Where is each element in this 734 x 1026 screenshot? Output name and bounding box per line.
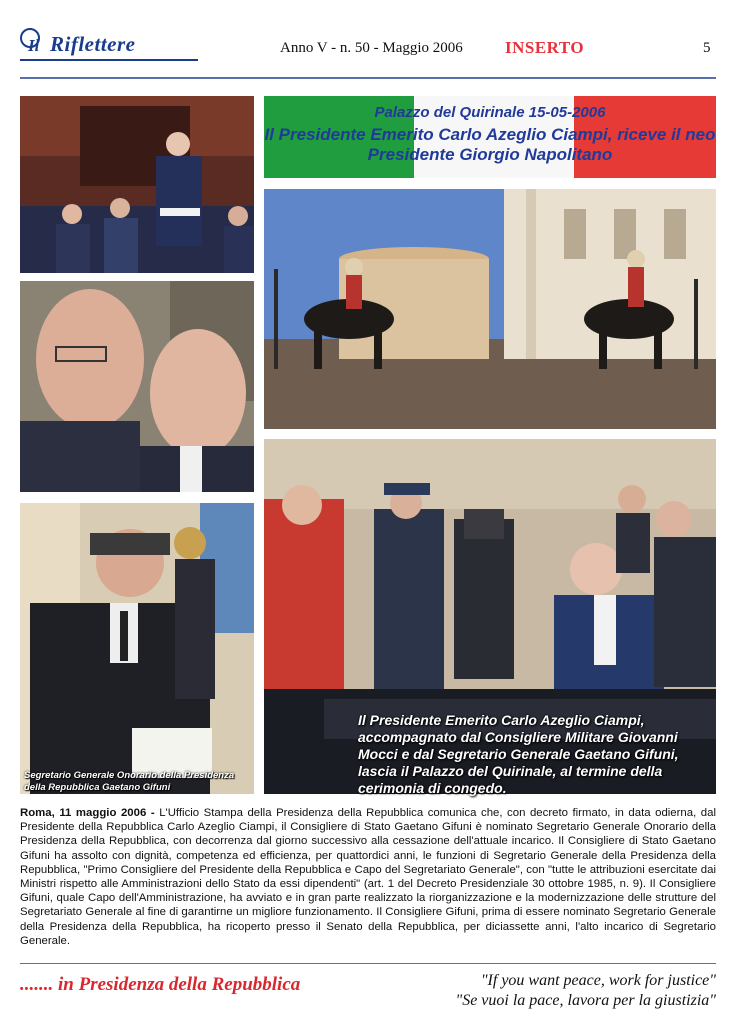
photo-quirinale-cuirassiers [264,189,716,429]
photo-ceremony-hall [20,96,254,273]
page-number: 5 [703,40,711,56]
footer-quote-english: "If you want peace, work for justice" [480,972,716,989]
issue-info: Anno V - n. 50 - Maggio 2006 [280,40,463,56]
section-label: INSERTO [505,38,585,57]
banner-headline: Il Presidente Emerito Carlo Azeglio Ciampi, riceve il neo Presidente Giorgio Napolitano [264,125,716,164]
header-divider [20,77,716,79]
logo-article: Il [28,36,40,55]
article-body [20,806,716,948]
banner-heading [264,104,716,165]
caption-gifuni: Segretario Generale Onorario della Presidenza della Repubblica Gaetano Gifuni [24,770,235,793]
masthead-logo [20,26,200,62]
caption-departure: Il Presidente Emerito Carlo Azeglio Ciampi, accompagnato dal Consigliere Militare Giovanni Mocci e dal Segretario Generale Gaetano Gifuni, lascia il Palazzo del Quirinale, al termine della cerimonia di congedo. [358,712,679,796]
article-text: L'Ufficio Stampa della Presidenza della Repubblica comunica che, con decreto firmato, in data odierna, dal Presidente della Repubblica Carlo Azeglio Ciampi, il Consigliere di Stato Gaetano Gifuni è nominato Segretario Generale Onorario della Presidenza della Repubblica, con decorrenza dal giorno successivo alla cessazione dell'attuale incarico. Il Consigliere di Stato Gaetano Gifuni ha assolto con dignità, competenza ed efficienza, per quattordici anni, le funzioni di Segretario Generale della Presidenza della Repubblica, "Primo Consigliere del Presidente della Repubblica e Capo del Segretariato Generale", con "tutte le attribuzioni esercitate dai Ministri rispetto alle Amministrazioni dello Stato da essi dipendenti" (art. 1 del Decreto Presidenziale 30 ottobre 1985, n. 9). Il Consigliere Gifuni, quale Capo dell'Amministrazione, ha avviato e in gran parte realizzato la riorganizzazione e la modernizzazione delle strutture del Segretariato Generale al fine di garantirne un migliore funzionamento. Il Consigliere Gifuni, prima di essere nominato Segretario Generale della Presidenza della Repubblica, ha ricoperto presso il Senato della Repubblica, per diciassette anni, l'alto incarico di Segretario Generale. [20,807,717,947]
logo-name: Riflettere [50,32,136,56]
photo-gifuni [20,503,254,794]
footer-divider [20,963,716,964]
article-dateline: Roma, 11 maggio 2006 - [20,807,155,819]
footer-section-title: ....... in Presidenza della Repubblica [20,974,301,995]
banner-place-date: Palazzo del Quirinale 15-05-2006 [374,104,606,121]
photo-napolitano-ciampi [20,281,254,492]
logo-underline [20,59,198,61]
footer-quote-italian: "Se vuoi la pace, lavora per la giustizia" [455,992,716,1009]
